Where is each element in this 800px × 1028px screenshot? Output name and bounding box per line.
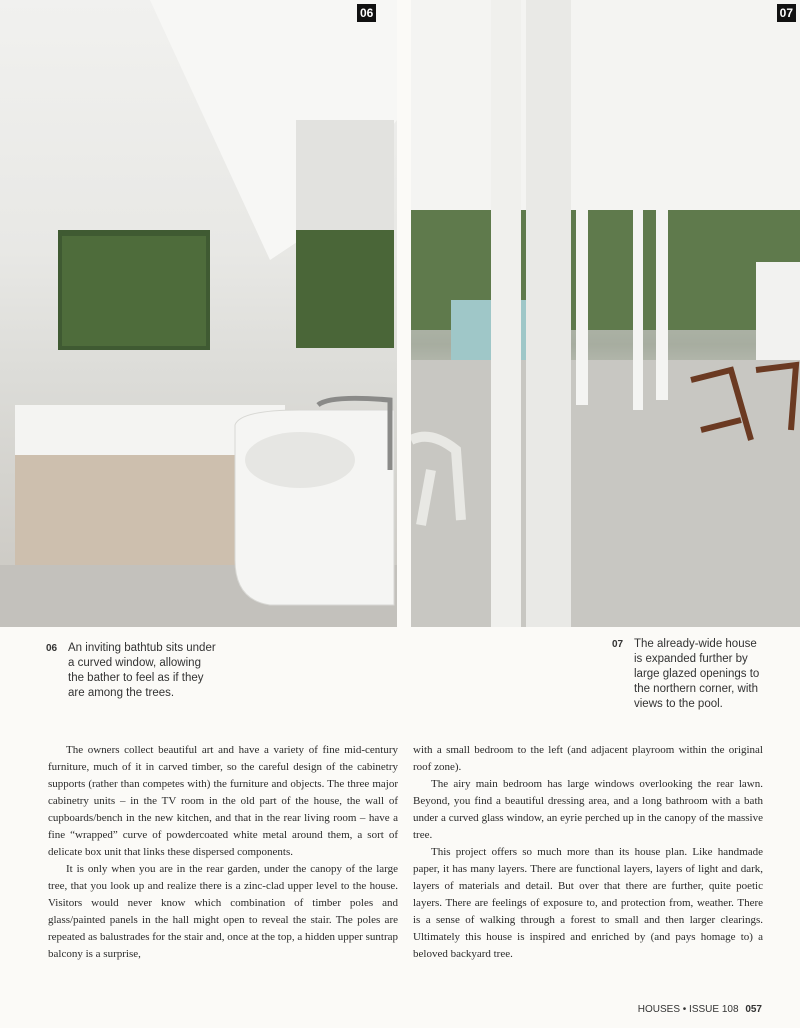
caption-number: 06 [46,643,58,654]
body-column-right [413,742,763,963]
photo-number-07: 07 [777,4,796,22]
paragraph: The airy main bedroom has large windows overlooking the rear lawn. Beyond, you find a beautiful dressing area, and a long bathroom with a bath under a curved glass window, an eyrie perched up in the canopy of the massive tree. [413,778,763,841]
photo-bathroom [0,0,397,627]
body-column-left [48,742,398,963]
photo-number-06: 06 [357,4,376,22]
bathroom-illustration [0,0,397,627]
caption-07 [612,637,764,712]
magazine-issue: HOUSES • ISSUE 108 [637,1004,739,1015]
caption-text: The already-wide house is expanded further by large glazed openings to the northern corner, with views to the pool. [634,638,760,710]
paragraph: This project offers so much more than its house plan. Like handmade paper, it has many layers. There are functional layers, layers of light and dark, layers of materials and detail. But over that there are further, quite poetic layers. There are feelings of exposure to, and protection from, weather. There is a sense of walking through a forest to small and then larger clearings. Ultimately this house is inspired and enriched by (and pays homage to) a beloved backyard tree. [413,846,763,960]
living-area-illustration [411,0,800,627]
page-number: 057 [745,1004,762,1015]
caption-number: 07 [612,639,624,650]
caption-text: An inviting bathtub sits under a curved window, allowing the bather to feel as if they are among the trees. [68,642,216,699]
paragraph: The owners collect beautiful art and have a variety of fine mid-century furniture, much of it in carved timber, so the careful design of the cabinetry supports (rather than competes with) the furniture and objects. The three major cabinetry units – in the TV room in the old part of the house, the wall of cupboards/bench in the new kitchen, and that in the rear living room – have a fine “wrapped” curve of powdercoated white metal around them, a sort of delicate box unit that links these dispersed components. [48,744,398,858]
photo-living-area [411,0,800,627]
paragraph: It is only when you are in the rear garden, under the canopy of the large tree, that you look up and realize there is a zinc-clad upper level to the house. Visitors would never know which combination of timber poles and glass/painted panels in the hall might open to reveal the stair. The poles are repeated as balustrades for the stair and, once at the top, a hidden upper suntrap balcony is a surprise, [48,863,398,960]
paragraph: with a small bedroom to the left (and adjacent playroom within the original roof zone). [413,744,763,773]
caption-06 [46,641,218,701]
page-footer [638,1004,762,1016]
